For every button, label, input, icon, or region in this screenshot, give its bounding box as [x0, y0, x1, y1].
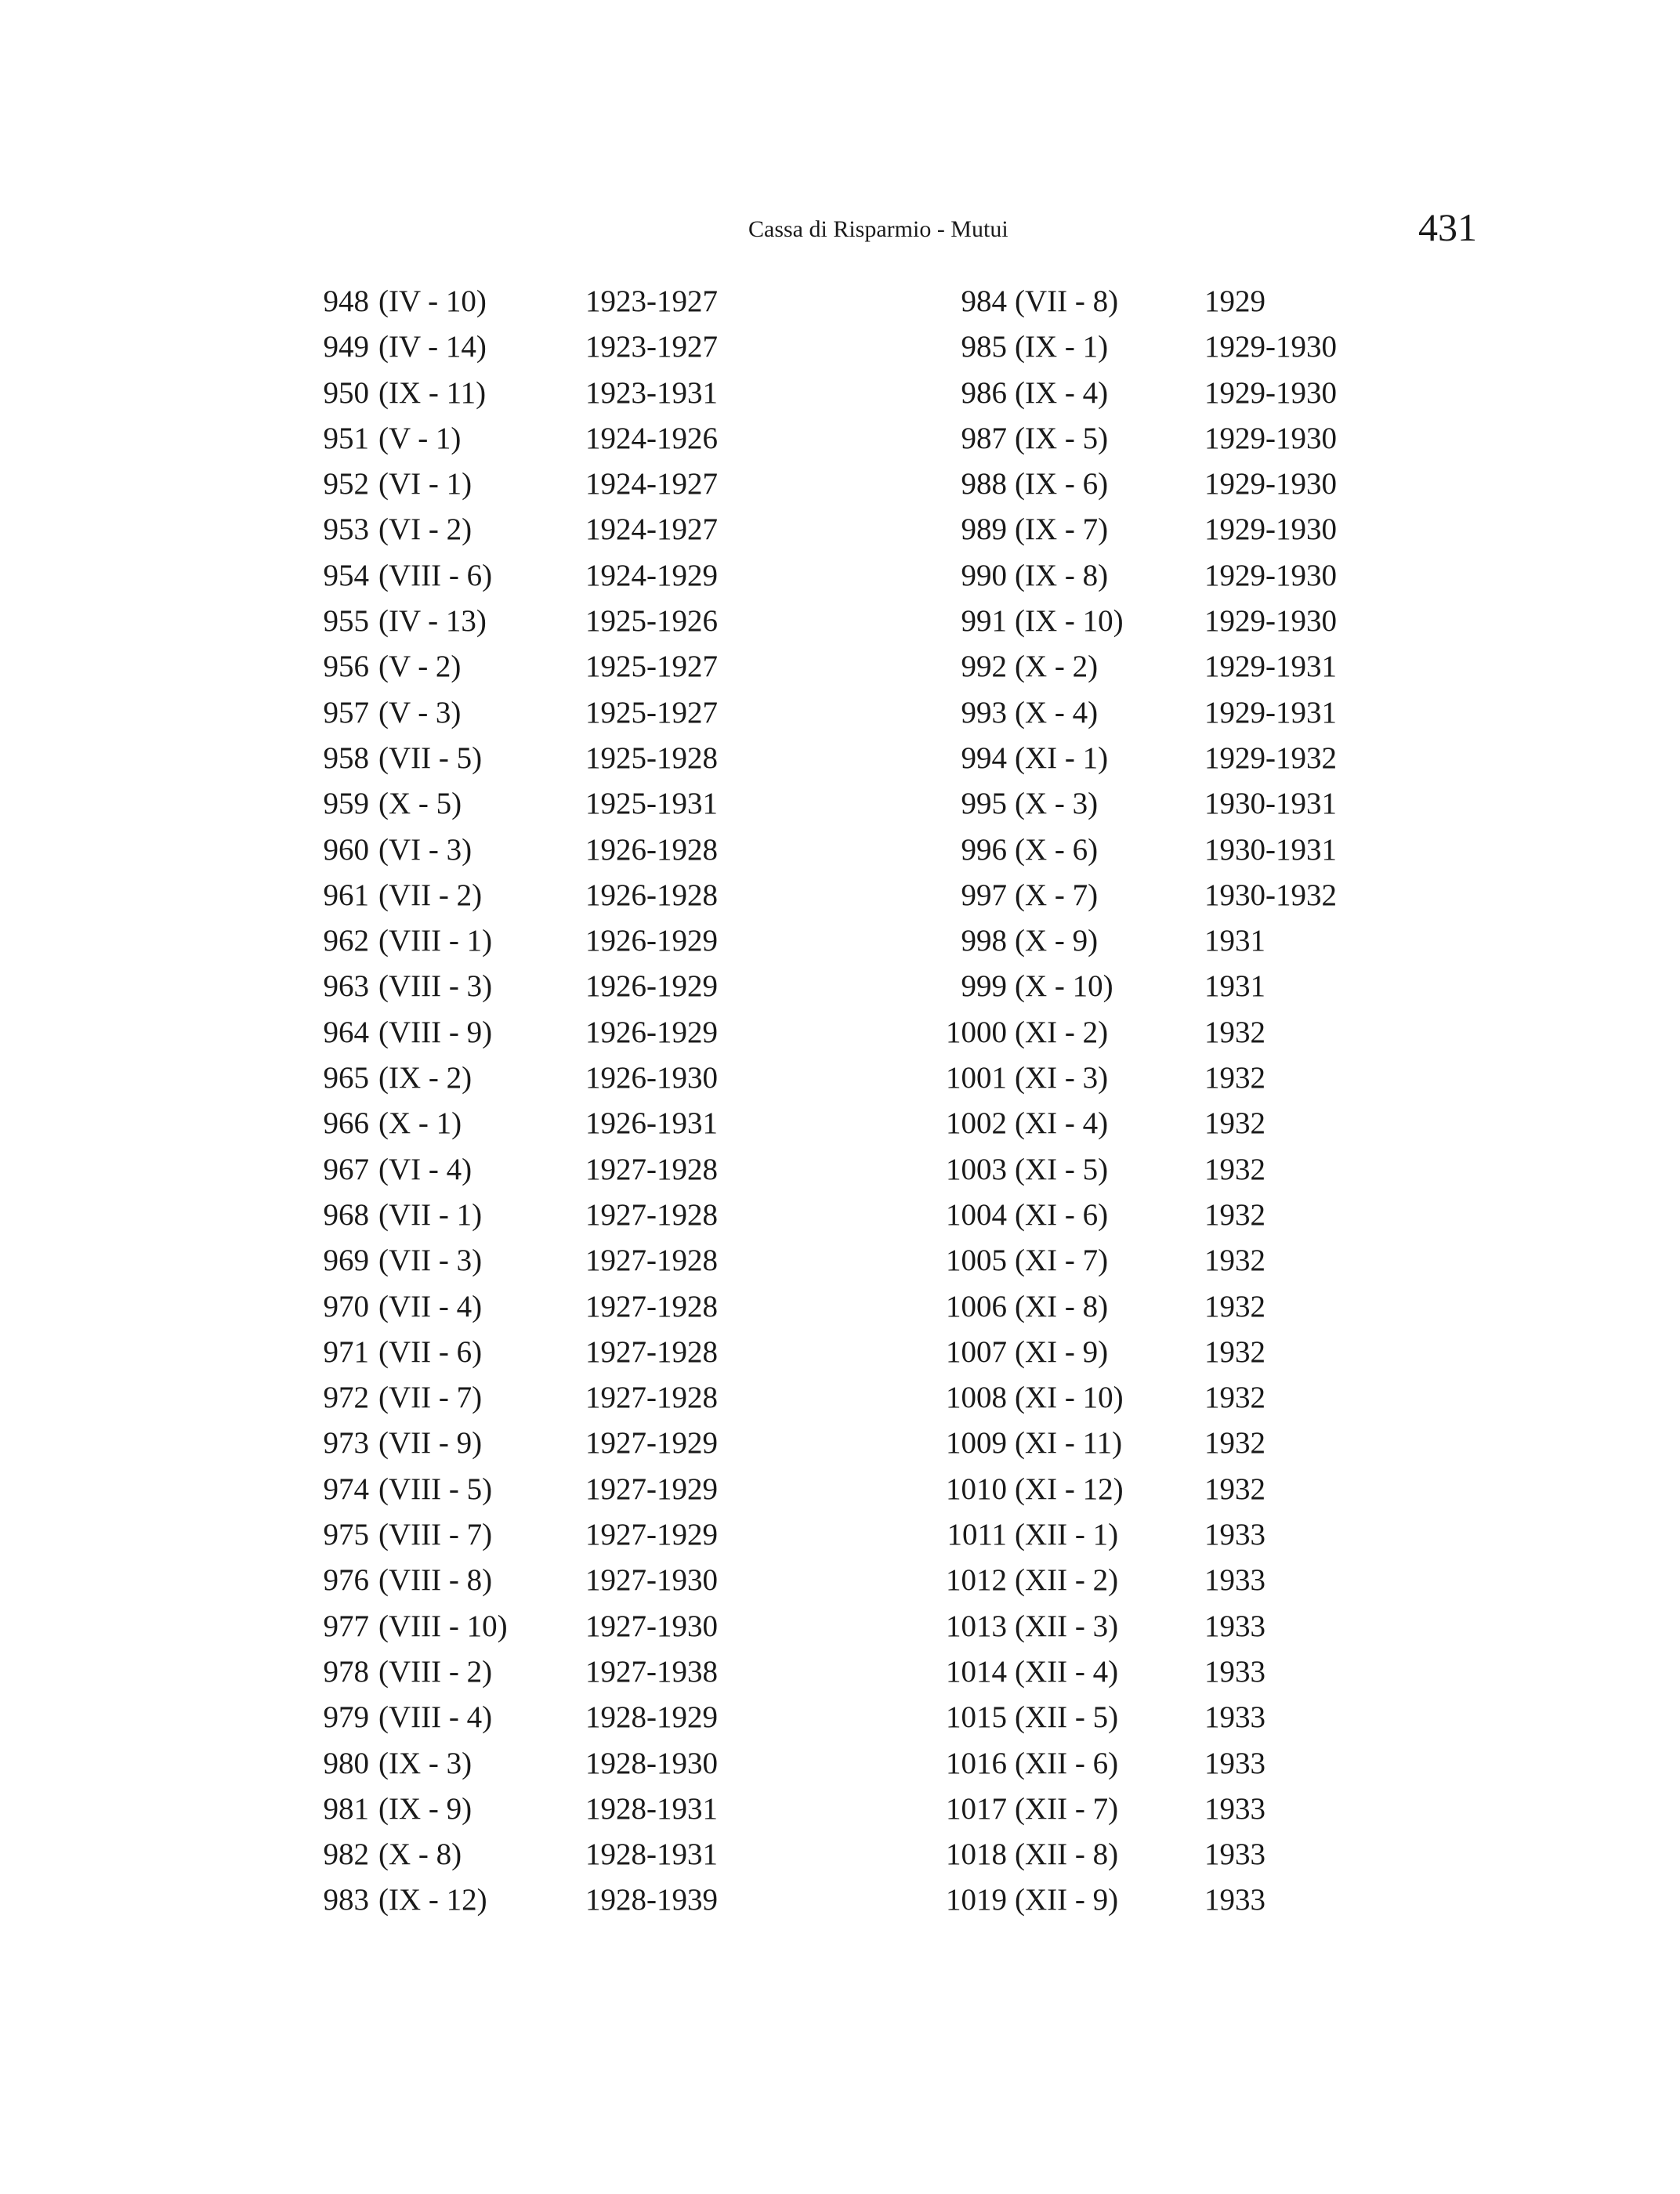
- entry-number: 983: [323, 1883, 369, 1917]
- entry-reference: (V - 2): [378, 650, 462, 684]
- entry-number: 990: [961, 558, 1007, 592]
- entry-number: 957: [323, 695, 369, 730]
- entry-reference: (X - 3): [1015, 787, 1099, 821]
- entry-number: 963: [323, 969, 369, 1004]
- entry-number: 1004: [946, 1197, 1007, 1232]
- entry-reference: (XII - 6): [1015, 1746, 1119, 1780]
- entry-years: 1928-1931: [585, 1791, 718, 1826]
- entry-reference: (XII - 5): [1015, 1700, 1119, 1735]
- entry-reference: (X - 5): [378, 787, 462, 821]
- entry-reference: (XI - 11): [1015, 1426, 1123, 1461]
- entry-number: 1015: [946, 1700, 1007, 1735]
- entry-number: 988: [961, 467, 1007, 501]
- entry-years: 1932: [1204, 1289, 1265, 1323]
- entry-reference: (IV - 14): [378, 330, 487, 364]
- entry-years: 1929: [1204, 284, 1265, 318]
- entry-reference: (XII - 8): [1015, 1837, 1119, 1872]
- entry-number: 962: [323, 924, 369, 958]
- entry-reference: (VIII - 7): [378, 1518, 493, 1552]
- entry-years: 1932: [1204, 1244, 1265, 1278]
- entry-years: 1929-1930: [1204, 467, 1337, 501]
- entry-number: 1016: [946, 1746, 1007, 1780]
- entry-years: 1932: [1204, 1106, 1265, 1141]
- entry-years: 1930-1931: [1204, 787, 1337, 821]
- entry-number: 1001: [946, 1061, 1007, 1095]
- entry-reference: (X - 2): [1015, 650, 1099, 684]
- entry-number: 1007: [946, 1334, 1007, 1369]
- entry-years: 1929-1930: [1204, 604, 1337, 639]
- entry-years: 1933: [1204, 1791, 1265, 1826]
- entry-years: 1931: [1204, 969, 1265, 1004]
- entry-years: 1932: [1204, 1197, 1265, 1232]
- entry-reference: (IX - 2): [378, 1061, 472, 1095]
- entry-years: 1929-1931: [1204, 695, 1337, 730]
- entry-reference: (X - 10): [1015, 969, 1113, 1004]
- entry-reference: (VIII - 4): [378, 1700, 493, 1735]
- entry-reference: (XI - 12): [1015, 1472, 1124, 1506]
- entry-years: 1927-1930: [585, 1609, 718, 1643]
- entry-years: 1927-1928: [585, 1289, 718, 1323]
- entry-number: 1012: [946, 1563, 1007, 1598]
- entry-reference: (IX - 9): [378, 1791, 472, 1826]
- entry-reference: (VI - 4): [378, 1152, 472, 1186]
- entry-reference: (IX - 7): [1015, 512, 1109, 547]
- entry-reference: (X - 6): [1015, 832, 1099, 867]
- entry-number: 977: [323, 1609, 369, 1643]
- entry-years: 1928-1939: [585, 1883, 718, 1917]
- entry-number: 951: [323, 421, 369, 455]
- entry-number: 973: [323, 1426, 369, 1461]
- entry-reference: (VII - 3): [378, 1244, 483, 1278]
- entry-number: 986: [961, 375, 1007, 410]
- entry-number: 980: [323, 1746, 369, 1780]
- entry-number: 972: [323, 1381, 369, 1415]
- entry-number: 1018: [946, 1837, 1007, 1872]
- entry-number: 979: [323, 1700, 369, 1735]
- entry-number: 993: [961, 695, 1007, 730]
- entry-reference: (X - 7): [1015, 878, 1099, 912]
- entry-number: 982: [323, 1837, 369, 1872]
- entry-years: 1930-1932: [1204, 878, 1337, 912]
- entry-years: 1924-1926: [585, 421, 718, 455]
- entry-reference: (IX - 1): [1015, 330, 1109, 364]
- entry-years: 1933: [1204, 1837, 1265, 1872]
- entry-reference: (VII - 7): [378, 1381, 483, 1415]
- entry-years: 1924-1927: [585, 467, 718, 501]
- entry-reference: (VIII - 1): [378, 924, 493, 958]
- entry-reference: (VII - 9): [378, 1426, 483, 1461]
- entry-number: 952: [323, 467, 369, 501]
- entry-years: 1928-1931: [585, 1837, 718, 1872]
- entry-number: 954: [323, 558, 369, 592]
- entry-reference: (IV - 13): [378, 604, 487, 639]
- entry-years: 1926-1928: [585, 878, 718, 912]
- entry-reference: (VII - 5): [378, 740, 483, 775]
- entry-reference: (IX - 5): [1015, 421, 1109, 455]
- entry-years: 1923-1931: [585, 375, 718, 410]
- entry-years: 1927-1928: [585, 1381, 718, 1415]
- entry-number: 1009: [946, 1426, 1007, 1461]
- entry-reference: (VIII - 10): [378, 1609, 508, 1643]
- entry-years: 1925-1927: [585, 695, 718, 730]
- entry-years: 1929-1930: [1204, 558, 1337, 592]
- entry-reference: (VIII - 2): [378, 1654, 493, 1689]
- entry-reference: (X - 9): [1015, 924, 1099, 958]
- entry-number: 959: [323, 787, 369, 821]
- entry-years: 1932: [1204, 1381, 1265, 1415]
- entry-number: 987: [961, 421, 1007, 455]
- entry-reference: (IX - 3): [378, 1746, 472, 1780]
- entry-number: 967: [323, 1152, 369, 1186]
- entry-reference: (XI - 9): [1015, 1334, 1109, 1369]
- entry-number: 968: [323, 1197, 369, 1232]
- entry-reference: (VIII - 5): [378, 1472, 493, 1506]
- entry-years: 1927-1930: [585, 1563, 718, 1598]
- entry-reference: (XI - 7): [1015, 1244, 1109, 1278]
- entry-reference: (IX - 11): [378, 375, 487, 410]
- entry-number: 984: [961, 284, 1007, 318]
- entry-reference: (IX - 4): [1015, 375, 1109, 410]
- entry-number: 976: [323, 1563, 369, 1598]
- entry-number: 995: [961, 787, 1007, 821]
- entry-years: 1926-1931: [585, 1106, 718, 1141]
- entry-reference: (IV - 10): [378, 284, 487, 318]
- entry-years: 1923-1927: [585, 284, 718, 318]
- entry-years: 1926-1928: [585, 832, 718, 867]
- entry-years: 1933: [1204, 1518, 1265, 1552]
- entry-number: 960: [323, 832, 369, 867]
- entry-years: 1929-1930: [1204, 512, 1337, 547]
- entry-number: 948: [323, 284, 369, 318]
- entry-years: 1933: [1204, 1746, 1265, 1780]
- entry-reference: (XI - 8): [1015, 1289, 1109, 1323]
- entry-reference: (IX - 8): [1015, 558, 1109, 592]
- entry-reference: (XI - 2): [1015, 1015, 1109, 1049]
- entry-number: 950: [323, 375, 369, 410]
- entry-number: 1010: [946, 1472, 1007, 1506]
- entry-number: 958: [323, 740, 369, 775]
- entry-number: 956: [323, 650, 369, 684]
- entry-years: 1929-1932: [1204, 740, 1337, 775]
- entry-years: 1932: [1204, 1472, 1265, 1506]
- entry-years: 1930-1931: [1204, 832, 1337, 867]
- entry-number: 1017: [946, 1791, 1007, 1826]
- entry-number: 966: [323, 1106, 369, 1141]
- entry-number: 997: [961, 878, 1007, 912]
- entry-years: 1925-1928: [585, 740, 718, 775]
- entry-number: 970: [323, 1289, 369, 1323]
- entry-number: 1013: [946, 1609, 1007, 1643]
- entry-number: 992: [961, 650, 1007, 684]
- entry-number: 961: [323, 878, 369, 912]
- entry-years: 1929-1930: [1204, 375, 1337, 410]
- entry-number: 1005: [946, 1244, 1007, 1278]
- entry-reference: (X - 4): [1015, 695, 1099, 730]
- entry-years: 1927-1928: [585, 1152, 718, 1186]
- entry-years: 1932: [1204, 1426, 1265, 1461]
- entry-years: 1927-1928: [585, 1244, 718, 1278]
- entry-reference: (VIII - 8): [378, 1563, 493, 1598]
- entry-reference: (VIII - 3): [378, 969, 493, 1004]
- entry-years: 1933: [1204, 1654, 1265, 1689]
- entry-number: 989: [961, 512, 1007, 547]
- entry-number: 965: [323, 1061, 369, 1095]
- entry-number: 1002: [946, 1106, 1007, 1141]
- entry-number: 969: [323, 1244, 369, 1278]
- entry-reference: (IX - 10): [1015, 604, 1124, 639]
- entry-years: 1933: [1204, 1609, 1265, 1643]
- entry-years: 1925-1926: [585, 604, 718, 639]
- entry-reference: (VI - 1): [378, 467, 472, 501]
- entry-years: 1923-1927: [585, 330, 718, 364]
- entry-reference: (XII - 4): [1015, 1654, 1119, 1689]
- entry-years: 1928-1930: [585, 1746, 718, 1780]
- entry-years: 1927-1929: [585, 1426, 718, 1461]
- entry-years: 1932: [1204, 1061, 1265, 1095]
- entry-years: 1932: [1204, 1015, 1265, 1049]
- entry-reference: (XII - 2): [1015, 1563, 1119, 1598]
- entry-number: 985: [961, 330, 1007, 364]
- entry-years: 1929-1930: [1204, 421, 1337, 455]
- entry-years: 1927-1928: [585, 1197, 718, 1232]
- entry-years: 1924-1929: [585, 558, 718, 592]
- entry-reference: (VII - 6): [378, 1334, 483, 1369]
- entry-reference: (IX - 6): [1015, 467, 1109, 501]
- entry-number: 1014: [946, 1654, 1007, 1689]
- entry-reference: (XI - 6): [1015, 1197, 1109, 1232]
- entry-years: 1925-1931: [585, 787, 718, 821]
- entry-reference: (XII - 1): [1015, 1518, 1119, 1552]
- entry-years: 1927-1929: [585, 1518, 718, 1552]
- entry-years: 1926-1929: [585, 1015, 718, 1049]
- entry-reference: (XII - 3): [1015, 1609, 1119, 1643]
- entry-years: 1927-1938: [585, 1654, 718, 1689]
- entry-reference: (VIII - 9): [378, 1015, 493, 1049]
- entry-reference: (X - 8): [378, 1837, 462, 1872]
- entry-reference: (VII - 8): [1015, 284, 1119, 318]
- entry-number: 974: [323, 1472, 369, 1506]
- entry-number: 1000: [946, 1015, 1007, 1049]
- entry-years: 1926-1929: [585, 969, 718, 1004]
- entry-reference: (XI - 4): [1015, 1106, 1109, 1141]
- entry-reference: (XI - 5): [1015, 1152, 1109, 1186]
- entry-reference: (V - 1): [378, 421, 462, 455]
- entry-number: 953: [323, 512, 369, 547]
- entry-reference: (VI - 3): [378, 832, 472, 867]
- entry-years: 1933: [1204, 1700, 1265, 1735]
- entry-reference: (VII - 1): [378, 1197, 483, 1232]
- entry-reference: (V - 3): [378, 695, 462, 730]
- entry-reference: (VII - 4): [378, 1289, 483, 1323]
- entry-number: 994: [961, 740, 1007, 775]
- entry-years: 1931: [1204, 924, 1265, 958]
- running-title: Cassa di Risparmio - Mutui: [748, 216, 1008, 242]
- entry-number: 996: [961, 832, 1007, 867]
- entry-number: 964: [323, 1015, 369, 1049]
- entry-reference: (XII - 9): [1015, 1883, 1119, 1917]
- entry-number: 1006: [946, 1289, 1007, 1323]
- entry-reference: (XI - 10): [1015, 1381, 1124, 1415]
- entry-years: 1929-1930: [1204, 330, 1337, 364]
- entry-years: 1933: [1204, 1563, 1265, 1598]
- entry-years: 1927-1928: [585, 1334, 718, 1369]
- entry-reference: (VII - 2): [378, 878, 483, 912]
- entry-years: 1926-1929: [585, 924, 718, 958]
- entry-number: 978: [323, 1654, 369, 1689]
- entry-number: 975: [323, 1518, 369, 1552]
- entry-years: 1927-1929: [585, 1472, 718, 1506]
- entry-number: 1019: [946, 1883, 1007, 1917]
- entry-reference: (VI - 2): [378, 512, 472, 547]
- page-number: 431: [1418, 205, 1477, 249]
- entry-reference: (IX - 12): [378, 1883, 487, 1917]
- entry-number: 949: [323, 330, 369, 364]
- entry-years: 1925-1927: [585, 650, 718, 684]
- entry-number: 991: [961, 604, 1007, 639]
- entry-reference: (X - 1): [378, 1106, 462, 1141]
- entry-number: 971: [323, 1334, 369, 1369]
- running-head: [0, 205, 1680, 249]
- entry-reference: (VIII - 6): [378, 558, 493, 592]
- entry-years: 1933: [1204, 1883, 1265, 1917]
- entry-reference: (XI - 3): [1015, 1061, 1109, 1095]
- entry-number: 981: [323, 1791, 369, 1826]
- entry-years: 1929-1931: [1204, 650, 1337, 684]
- entry-number: 1008: [946, 1381, 1007, 1415]
- entry-years: 1932: [1204, 1334, 1265, 1369]
- entry-number: 1011: [947, 1518, 1007, 1552]
- entry-years: 1926-1930: [585, 1061, 718, 1095]
- entry-number: 955: [323, 604, 369, 639]
- entry-years: 1932: [1204, 1152, 1265, 1186]
- entry-number: 998: [961, 924, 1007, 958]
- entry-reference: (XII - 7): [1015, 1791, 1119, 1826]
- entry-number: 1003: [946, 1152, 1007, 1186]
- entry-years: 1928-1929: [585, 1700, 718, 1735]
- entry-number: 999: [961, 969, 1007, 1004]
- entry-years: 1924-1927: [585, 512, 718, 547]
- entry-reference: (XI - 1): [1015, 740, 1109, 775]
